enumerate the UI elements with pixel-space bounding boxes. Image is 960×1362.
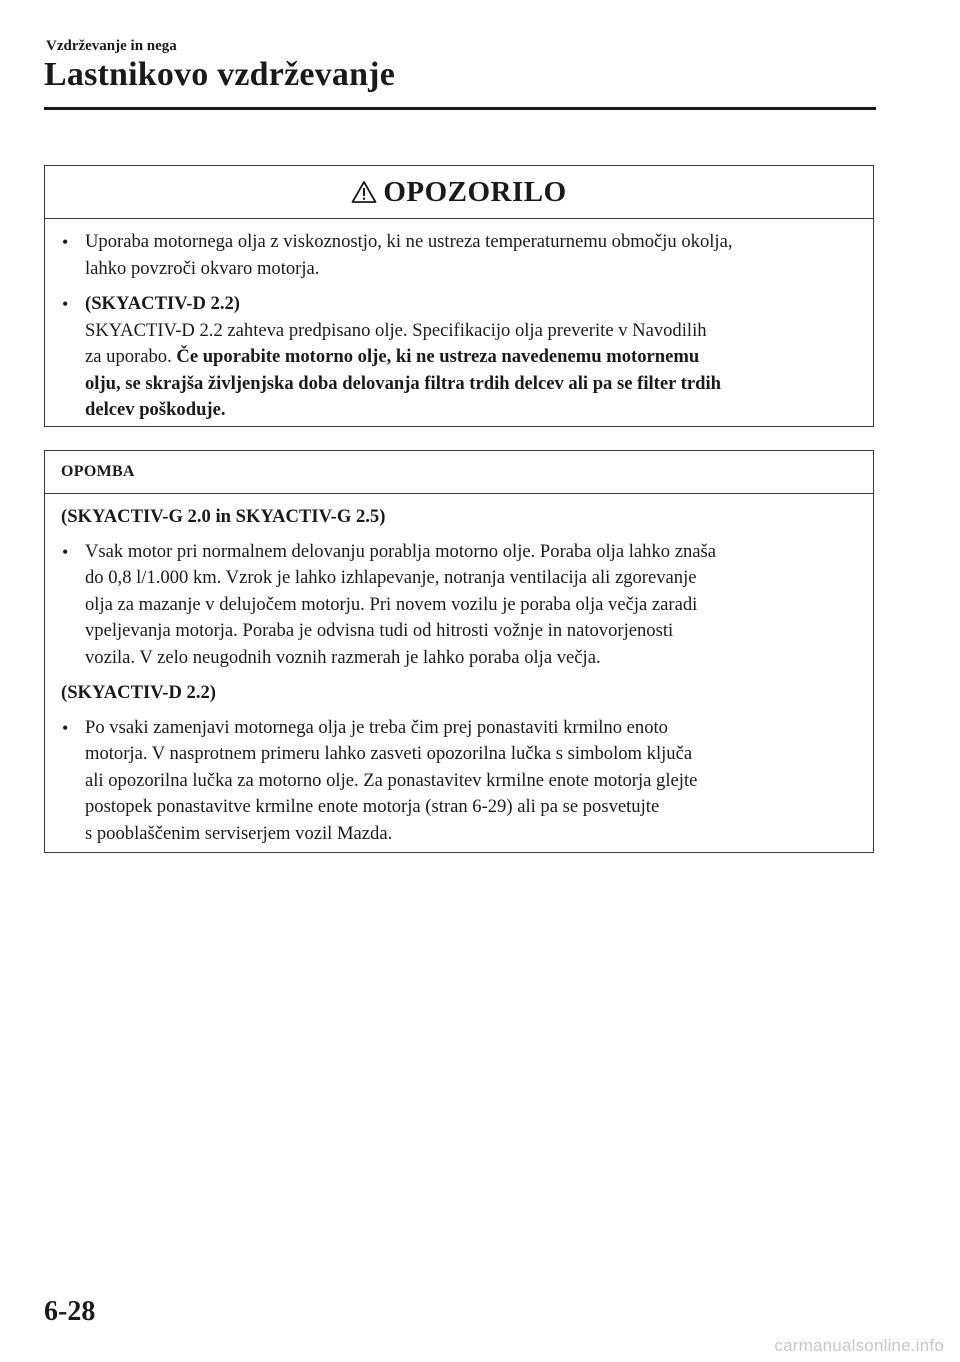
note-subheading-skyactiv-g: (SKYACTIV-G 2.0 in SKYACTIV-G 2.5) bbox=[61, 506, 386, 527]
watermark: carmanualsonline.info bbox=[774, 1336, 944, 1355]
warning-text-line: lahko povzroči okvaro motorja. bbox=[85, 257, 320, 279]
note-text-line: olja za mazanje v delujočem motorju. Pri novem vozilu je poraba olja večja zaradi bbox=[85, 593, 698, 615]
note-subheading-skyactiv-d: (SKYACTIV-D 2.2) bbox=[61, 682, 216, 703]
note-bullet-ecu-reset bbox=[61, 715, 859, 848]
warning-header bbox=[45, 166, 873, 219]
title-rule bbox=[44, 107, 876, 110]
warning-bullet-viscosity bbox=[61, 229, 859, 282]
note-text-line: • Po vsaki zamenjavi motornega olja je treba čim prej ponastaviti krmilno enoto bbox=[85, 716, 668, 738]
warning-text-line-mixed bbox=[85, 344, 859, 371]
warning-text-emphasis: delcev poškoduje. bbox=[85, 399, 226, 420]
warning-bullet-skyactiv-d bbox=[61, 291, 859, 424]
note-title: OPOMBA bbox=[61, 463, 135, 480]
warning-text-plain: za uporabo. bbox=[85, 346, 172, 367]
note-box bbox=[44, 450, 874, 853]
note-bullet-oil-consumption bbox=[61, 539, 859, 672]
note-text-line: ali opozorilna lučka za motorno olje. Za ponastavitev krmilne enote motorja glejte bbox=[85, 769, 698, 791]
warning-subheading: • (SKYACTIV-D 2.2) bbox=[85, 293, 240, 314]
note-text-line: vpeljevanja motorja. Poraba je odvisna tudi od hitrosti vožnje in natovorjenosti bbox=[85, 620, 674, 641]
page-number: 6-28 bbox=[44, 1296, 96, 1327]
warning-text-emphasis: Če uporabite motorno olje, ki ne ustreza navedenemu motornemu bbox=[176, 346, 700, 367]
warning-title: OPOZORILO bbox=[383, 175, 567, 208]
note-header bbox=[45, 451, 873, 494]
note-body bbox=[45, 494, 873, 847]
warning-text-line: SKYACTIV-D 2.2 zahteva predpisano olje. Specifikacijo olja preverite v Navodilih bbox=[85, 319, 707, 341]
warning-triangle-icon bbox=[351, 180, 377, 204]
warning-text-emphasis: olju, se skrajša življenjska doba delovanja filtra trdih delcev ali pa se filter trdih bbox=[85, 372, 721, 394]
note-text-line: • Vsak motor pri normalnem delovanju porablja motorno olje. Poraba olja lahko znaša bbox=[85, 540, 716, 562]
note-text-line: vozila. V zelo neugodnih voznih razmerah je lahko poraba olja večja. bbox=[85, 646, 601, 668]
note-text-line: motorja. V nasprotnem primeru lahko zasveti opozorilna lučka s simbolom ključa bbox=[85, 743, 693, 764]
warning-text-line: • Uporaba motornega olja z viskoznostjo, ki ne ustreza temperaturnemu območju okolja, bbox=[85, 231, 733, 252]
page-title: Lastnikovo vzdrževanje bbox=[44, 56, 395, 93]
section-label: Vzdrževanje in nega bbox=[46, 38, 177, 54]
warning-body bbox=[45, 219, 873, 424]
note-text-line: postopek ponastavitve krmilne enote motorja (stran 6-29) ali pa se posvetujte bbox=[85, 796, 660, 817]
note-text-line: s pooblaščenim serviserjem vozil Mazda. bbox=[85, 822, 393, 844]
warning-box bbox=[44, 165, 874, 427]
note-text-line: do 0,8 l/1.000 km. Vzrok je lahko izhlapevanje, notranja ventilacija ali zgorevanje bbox=[85, 567, 697, 588]
